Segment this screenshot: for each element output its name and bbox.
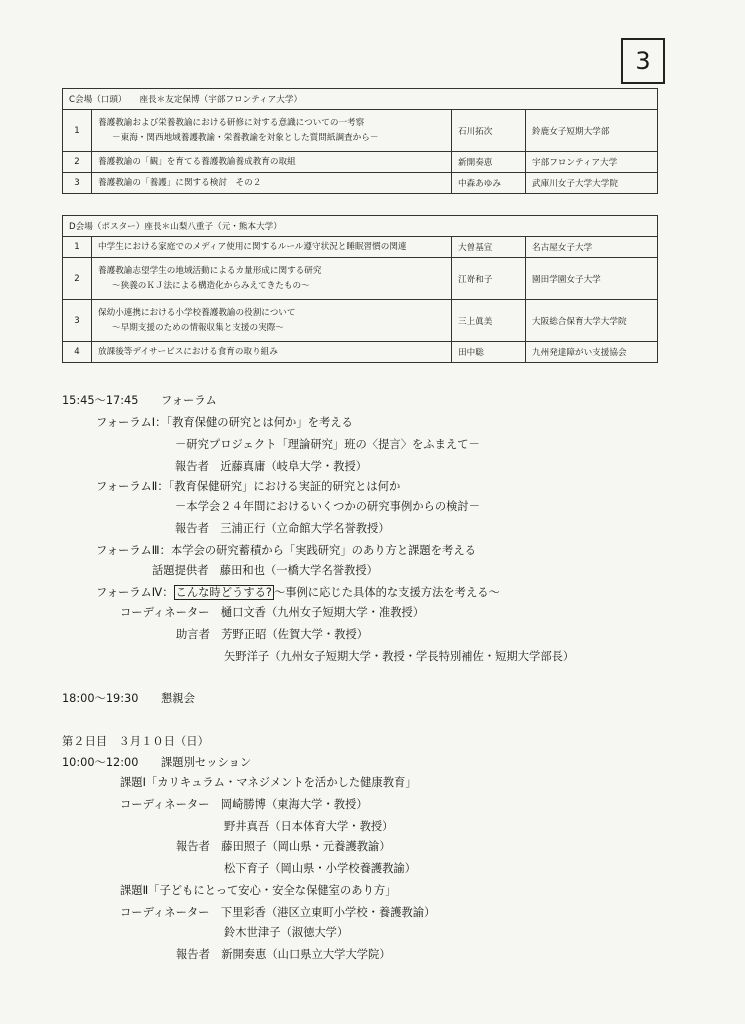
topic-2-title: 課題Ⅱ「子どもにとって安心・安全な保健室のあり方」	[120, 884, 397, 897]
forum-2-title: フォーラムⅡ：「教育保健研究」における実証的研究とは何か	[96, 480, 401, 493]
title-main: 養護教諭および栄養教諭における研修に対する意識についての一考察	[98, 117, 365, 128]
forum-4-title	[96, 584, 500, 600]
presenter-affiliation: 名古屋女子大学	[526, 237, 658, 258]
presentation-title: 養護教諭の「観」を育てる養護教諭養成教育の取組	[92, 152, 452, 173]
forum-1-subtitle: －研究プロジェクト「理論研究」班の〈提言〉をふまえて－	[175, 438, 480, 451]
forum-4-rest: ～事例に応じた具体的な支援方法を考える～	[273, 586, 500, 599]
row-number: 4	[63, 342, 92, 363]
presenter-name: 石川拓次	[452, 110, 526, 152]
topic-2-reporter-1: 報告者 新開奏恵（山口県立大学大学院）	[176, 948, 391, 961]
session-c-header: C会場（口頭） 座長＊友定保博（宇部フロンティア大学）	[63, 89, 658, 110]
table-row	[63, 300, 658, 342]
presentation-title: 放課後等デイサービスにおける食育の取り組み	[92, 342, 452, 363]
session-d-header: D会場（ポスター）座長＊山梨八重子（元・熊本大学）	[63, 216, 658, 237]
presenter-affiliation: 宇部フロンティア大学	[526, 152, 658, 173]
presenter-affiliation: 大阪総合保育大学大学院	[526, 300, 658, 342]
presentation-title	[92, 110, 452, 152]
forum-4-prefix: フォーラムⅣ：	[96, 586, 174, 599]
table-row	[63, 110, 658, 152]
presenter-affiliation: 鈴鹿女子短期大学部	[526, 110, 658, 152]
row-number: 1	[63, 110, 92, 152]
presentation-title: 養護教諭の「養護」に関する検討 その２	[92, 173, 452, 194]
presenter-name: 田中聡	[452, 342, 526, 363]
table-row	[63, 152, 658, 173]
table-row	[63, 258, 658, 300]
presenter-name: 中森あゆみ	[452, 173, 526, 194]
topic-1-title: 課題Ⅰ「カリキュラム・マネジメントを活かした健康教育」	[120, 776, 417, 789]
topic-2-coordinator-1: コーディネーター 下里彩香（港区立東町小学校・養護教諭）	[120, 906, 436, 919]
title-sub: －東海・関西地域養護教諭・栄養教諭を対象とした質問紙調査から－	[112, 132, 379, 143]
forum-3-title: フォーラムⅢ：本学会の研究蓄積から「実践研究」のあり方と課題を考える	[96, 544, 476, 557]
page-number: 3	[621, 38, 665, 84]
topic-1-reporter-1: 報告者 藤田照子（岡山県・元養護教諭）	[176, 840, 391, 853]
presentation-title	[92, 300, 452, 342]
forum-4-boxed-title: こんな時どうする?	[175, 586, 272, 599]
day-2-header: 第２日目 ３月１０日（日）	[62, 735, 209, 748]
topic-1-coordinator-2: 野井真吾（日本体育大学・教授）	[224, 820, 394, 833]
row-number: 3	[63, 173, 92, 194]
title-main: 養護教諭志望学生の地域活動によるカ量形成に関する研究	[98, 265, 322, 276]
table-row	[63, 342, 658, 363]
session-d-table	[62, 215, 658, 363]
forum-4-advisor-2: 矢野洋子（九州女子短期大学・教授・学長特別補佐・短期大学部長）	[224, 650, 575, 663]
forum-1-title: フォーラムⅠ：「教育保健の研究とは何か」を考える	[96, 416, 353, 429]
title-sub: ～狭義のＫＪ法による構造化からみえてきたもの～	[112, 280, 310, 291]
presenter-name: 江嵜和子	[452, 258, 526, 300]
table-row	[63, 173, 658, 194]
presentation-title: 中学生における家庭でのメディア使用に関するルール遵守状況と睡眠習慣の関連	[92, 237, 452, 258]
session-time: 10:00～12:00 課題別セッション	[62, 756, 252, 769]
forum-4-advisor-1: 助言者 芳野正昭（佐賀大学・教授）	[176, 628, 369, 641]
forum-2-reporter: 報告者 三浦正行（立命館大学名誉教授）	[175, 522, 390, 535]
session-c-table	[62, 88, 658, 194]
presenter-name: 大曽基宣	[452, 237, 526, 258]
topic-2-coordinator-2: 鈴木世津子（淑徳大学）	[224, 926, 349, 939]
row-number: 3	[63, 300, 92, 342]
row-number: 2	[63, 152, 92, 173]
presenter-affiliation: 九州発達障がい支援協会	[526, 342, 658, 363]
presentation-title	[92, 258, 452, 300]
title-main: 保幼小連携における小学校養護教諭の役割について	[98, 307, 296, 318]
forum-3-reporter: 話題提供者 藤田和也（一橋大学名誉教授）	[152, 564, 378, 577]
title-sub: ～早期支援のための情報収集と支援の実際～	[112, 322, 284, 333]
presenter-name: 新開奏恵	[452, 152, 526, 173]
table-row	[63, 237, 658, 258]
row-number: 1	[63, 237, 92, 258]
presenter-affiliation: 園田学園女子大学	[526, 258, 658, 300]
forum-2-subtitle: －本学会２４年間におけるいくつかの研究事例からの検討－	[175, 500, 481, 513]
topic-1-reporter-2: 松下育子（岡山県・小学校養護教諭）	[224, 862, 417, 875]
row-number: 2	[63, 258, 92, 300]
forum-1-reporter: 報告者 近藤真庸（岐阜大学・教授）	[175, 460, 368, 473]
forum-4-coordinator: コーディネーター 樋口文香（九州女子短期大学・准教授）	[120, 606, 425, 619]
presenter-name: 三上眞美	[452, 300, 526, 342]
presenter-affiliation: 武庫川女子大学大学院	[526, 173, 658, 194]
banquet-time: 18:00～19:30 懇親会	[62, 692, 195, 705]
topic-1-coordinator-1: コーディネーター 岡崎勝博（東海大学・教授）	[120, 798, 368, 811]
forum-time: 15:45～17:45 フォーラム	[62, 394, 217, 407]
